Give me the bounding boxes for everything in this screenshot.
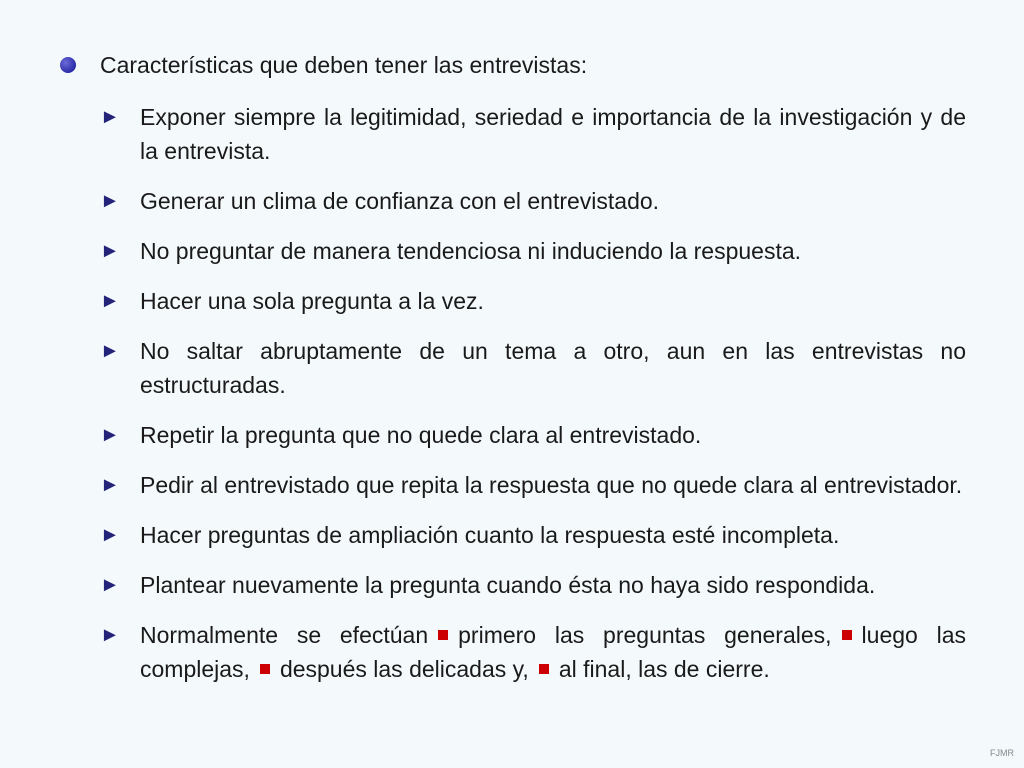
list-item [100, 284, 966, 318]
arrow-bullet-icon: ► [100, 290, 120, 312]
list-item-text: Exponer siempre la legitimidad, seriedad e importancia de la investigación y de la entrevista. [140, 104, 966, 164]
list-item-text [140, 618, 966, 686]
arrow-bullet-icon: ► [100, 340, 120, 362]
square-separator-icon [260, 664, 270, 674]
last-item-part: primero las preguntas generales, [458, 622, 832, 648]
list-item [100, 468, 966, 502]
last-item-part: luego las complejas, [140, 622, 966, 682]
list-item [100, 618, 966, 686]
list-item [100, 184, 966, 218]
list-item-text: Plantear nuevamente la pregunta cuando ésta no haya sido respondida. [140, 572, 876, 598]
square-separator-icon [438, 630, 448, 640]
bullet-dot-icon [60, 57, 76, 73]
last-item-part: al final, las de cierre. [558, 656, 770, 682]
list-item-text: Generar un clima de confianza con el entrevistado. [140, 188, 660, 214]
list-item-text: Repetir la pregunta que no quede clara al entrevistado. [140, 422, 702, 448]
list-item [100, 334, 966, 402]
arrow-bullet-icon: ► [100, 624, 120, 646]
bullet-list [100, 100, 966, 702]
list-item-text: No preguntar de manera tendenciosa ni induciendo la respuesta. [140, 238, 802, 264]
last-item-part: después las delicadas y, [279, 656, 529, 682]
heading-row [60, 48, 587, 82]
list-item [100, 418, 966, 452]
arrow-bullet-icon: ► [100, 240, 120, 262]
arrow-bullet-icon: ► [100, 474, 120, 496]
list-item [100, 234, 966, 268]
list-item-text: Pedir al entrevistado que repita la respuesta que no quede clara al entrevistador. [140, 472, 963, 498]
footer-initials: FJMR [990, 748, 1014, 758]
arrow-bullet-icon: ► [100, 524, 120, 546]
square-separator-icon [539, 664, 549, 674]
square-separator-icon [842, 630, 852, 640]
list-item-text: No saltar abruptamente de un tema a otro, aun en las entrevistas no estructuradas. [140, 338, 966, 398]
list-item-text: Hacer preguntas de ampliación cuanto la respuesta esté incompleta. [140, 522, 840, 548]
list-item-text: Hacer una sola pregunta a la vez. [140, 288, 484, 314]
arrow-bullet-icon: ► [100, 574, 120, 596]
arrow-bullet-icon: ► [100, 190, 120, 212]
slide-heading: Características que deben tener las entrevistas: [100, 52, 588, 78]
last-item-part: Normalmente se efectúan [140, 622, 429, 648]
list-item [100, 568, 966, 602]
arrow-bullet-icon: ► [100, 106, 120, 128]
list-item [100, 100, 966, 168]
list-item [100, 518, 966, 552]
arrow-bullet-icon: ► [100, 424, 120, 446]
